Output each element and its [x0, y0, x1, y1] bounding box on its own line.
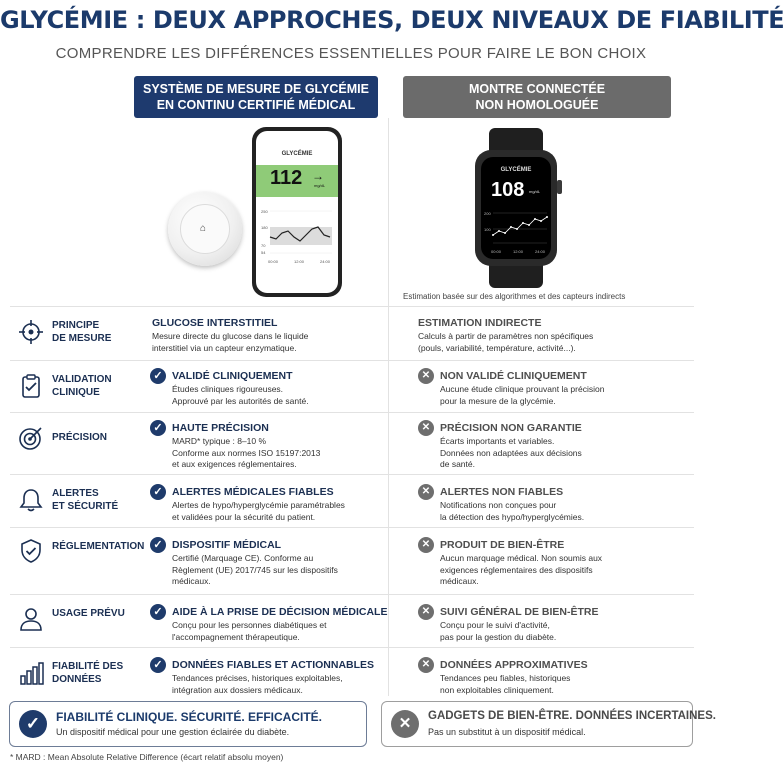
phone-label: GLYCÉMIE	[281, 151, 313, 157]
watch-unit: mg/dL	[529, 189, 541, 194]
footer-summary-gadget	[381, 701, 716, 747]
cross-icon: ✕	[418, 420, 434, 436]
cell-title: DONNÉES FIABLES ET ACTIONNABLES	[172, 659, 375, 671]
cell-title: NON VALIDÉ CLINIQUEMENT	[440, 370, 587, 382]
cell-text: Aucune étude clinique prouvant la précision pour la mesure de la glycémie.	[440, 384, 605, 406]
cell-title: SUIVI GÉNÉRAL DE BIEN-ÊTRE	[440, 606, 599, 618]
watch-glucose-value: 108	[491, 179, 525, 201]
watch-label: GLYCÉMIE	[500, 167, 532, 173]
footer-text: Pas un substitut à un dispositif médical.	[428, 727, 586, 737]
cell-title: PRÉCISION NON GARANTIE	[440, 422, 582, 434]
cross-icon: ✕	[418, 604, 434, 620]
cell-title: PRODUIT DE BIEN-ÊTRE	[440, 539, 565, 551]
phone-glucose-chart	[260, 207, 334, 271]
row-usage	[10, 594, 694, 647]
cell-title: ALERTES NON FIABLES	[440, 486, 564, 498]
check-icon: ✓	[19, 710, 47, 738]
bar-chart-icon	[18, 660, 44, 686]
phone-xtick: 12:00	[294, 259, 305, 264]
cell-title: DONNÉES APPROXIMATIVES	[440, 659, 588, 671]
cell-title: HAUTE PRÉCISION	[172, 422, 269, 434]
cell-title: ESTIMATION INDIRECTE	[418, 317, 542, 329]
check-icon: ✓	[150, 537, 166, 553]
cell-title: ALERTES MÉDICALES FIABLES	[172, 486, 334, 498]
watch-glucose-chart	[483, 203, 549, 257]
user-icon	[18, 606, 44, 632]
cell-title: GLUCOSE INTERSTITIEL	[152, 317, 278, 329]
phone-ytick: 70	[261, 243, 266, 248]
smartwatch-image	[473, 128, 559, 288]
row-label: USAGE PRÉVU	[52, 608, 125, 619]
left-column-header	[134, 76, 378, 118]
clipboard-icon	[18, 373, 44, 399]
phone-ytick: 250	[261, 209, 268, 214]
check-icon: ✓	[150, 484, 166, 500]
row-label: PRÉCISION	[52, 432, 108, 443]
footnote: * MARD : Mean Absolute Relative Difference (écart relatif absolu moyen)	[10, 752, 284, 762]
bell-icon	[18, 487, 44, 513]
cell-text: Écarts importants et variables. Données non adaptées aux décisions de santé.	[440, 436, 582, 469]
cell-title: AIDE À LA PRISE DE DÉCISION MÉDICALE	[172, 606, 388, 618]
row-label: PRINCIPE DE MESURE	[52, 320, 112, 344]
row-validation	[10, 360, 694, 412]
target-icon	[18, 319, 44, 345]
page-subtitle: COMPRENDRE LES DIFFÉRENCES ESSENTIELLES POUR FAIRE LE BON CHOIX	[55, 45, 647, 62]
smartphone-image	[252, 127, 342, 297]
check-icon: ✓	[150, 604, 166, 620]
watch-ytick: 200	[484, 211, 491, 216]
trend-arrow-icon: →	[312, 169, 324, 183]
left-header-line1: SYSTÈME DE MESURE DE GLYCÉMIE	[143, 82, 369, 96]
left-header-line2: EN CONTINU CERTIFIÉ MÉDICAL	[156, 98, 356, 112]
phone-ytick: 180	[261, 225, 268, 230]
phone-ytick: 54	[261, 250, 266, 255]
cell-text: Notifications non conçues pour la détection des hypo/hyperglycémies.	[440, 500, 585, 522]
cell-text: Tendances précises, historiques exploitables, intégration aux dossiers médicaux.	[172, 673, 343, 695]
check-icon: ✓	[150, 368, 166, 384]
cell-text: Alertes de hypo/hyperglycémie paramétrables et validées pour la sécurité du patient.	[172, 500, 345, 522]
cell-text: Calculs à partir de paramètres non spécifiques (pouls, variabilité, température, activité...).	[418, 331, 594, 353]
shield-check-icon	[18, 538, 44, 564]
check-icon: ✓	[150, 657, 166, 673]
phone-xtick: 00:00	[268, 259, 279, 264]
footer-title: FIABILITÉ CLINIQUE. SÉCURITÉ. EFFICACITÉ.	[56, 710, 323, 724]
right-header-line2: NON HOMOLOGUÉE	[475, 98, 599, 112]
cross-icon: ✕	[418, 537, 434, 553]
bullseye-icon	[18, 425, 44, 451]
row-fiabilite	[10, 647, 694, 697]
row-label: RÉGLEMENTATION	[52, 541, 145, 552]
check-icon: ✓	[150, 420, 166, 436]
cell-text: Conçu pour le suivi d'activité, pas pour la gestion du diabète.	[440, 620, 557, 642]
watch-xtick: 24:00	[535, 249, 546, 254]
row-label: FIABILITÉ DES DONNÉES	[52, 661, 124, 685]
right-header-line1: MONTRE CONNECTÉE	[468, 82, 606, 96]
watch-ytick: 100	[484, 227, 491, 232]
cell-text: Mesure directe du glucose dans le liquide interstitiel via un capteur enzymatique.	[152, 331, 309, 353]
cell-title: DISPOSITIF MÉDICAL	[172, 539, 282, 551]
phone-glucose-value: 112	[270, 167, 303, 189]
cell-text: Aucun marquage médical. Non soumis aux exigences réglementaires des dispositifs médicaux.	[440, 553, 603, 586]
phone-xtick: 24:00	[320, 259, 331, 264]
watch-xtick: 00:00	[491, 249, 502, 254]
cross-icon: ✕	[418, 657, 434, 673]
row-alertes	[10, 474, 694, 527]
right-column-header	[403, 76, 671, 118]
phone-unit: mg/dL	[314, 183, 326, 188]
watch-xtick: 12:00	[513, 249, 524, 254]
cell-text: Tendances peu fiables, historiques non exploitables cliniquement.	[440, 673, 571, 695]
row-label: VALIDATION CLINIQUE	[52, 374, 112, 398]
watch-caption: Estimation basée sur des algorithmes et des capteurs indirects	[403, 292, 626, 301]
footer-summary-medical	[9, 701, 367, 747]
cell-title: VALIDÉ CLINIQUEMENT	[172, 370, 293, 382]
row-precision	[10, 412, 694, 474]
cgm-sensor-image: ⌂	[168, 192, 242, 266]
cell-text: Études cliniques rigoureuses. Approuvé par les autorités de santé.	[172, 384, 309, 406]
cell-text: Certifié (Marquage CE). Conforme au Règlement (UE) 2017/745 sur les dispositifs médicaux.	[172, 553, 338, 586]
cell-text: Conçu pour les personnes diabétiques et l'accompagnement thérapeutique.	[172, 620, 327, 642]
cross-icon: ✕	[391, 710, 419, 738]
cross-icon: ✕	[418, 484, 434, 500]
footer-title: GADGETS DE BIEN-ÊTRE. DONNÉES INCERTAINES.	[428, 710, 716, 722]
row-label: ALERTES ET SÉCURITÉ	[52, 488, 119, 512]
cell-text: MARD* typique : 8–10 % Conforme aux normes ISO 15197:2013 et aux exigences réglementaires.	[172, 436, 321, 469]
row-reglementation	[10, 527, 694, 594]
footer-text: Un dispositif médical pour une gestion éclairée du diabète.	[56, 727, 290, 737]
page-title: GLYCÉMIE : DEUX APPROCHES, DEUX NIVEAUX DE FIABILITÉ	[0, 6, 784, 34]
cross-icon: ✕	[418, 368, 434, 384]
row-principe	[10, 306, 694, 360]
